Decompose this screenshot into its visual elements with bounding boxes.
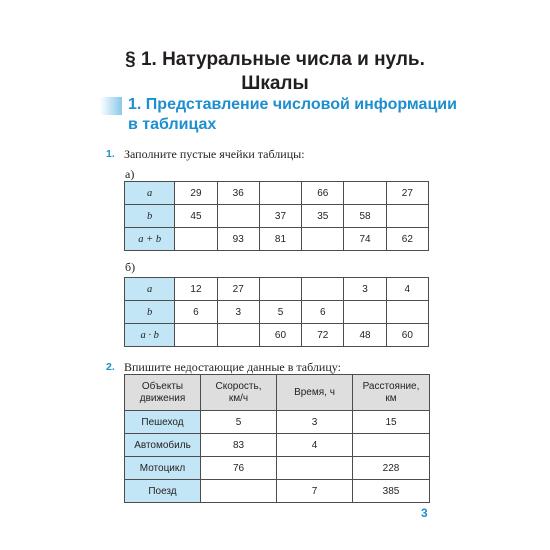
task1-table-b <box>124 277 429 347</box>
motion-object-name: Пешеход <box>125 411 201 434</box>
motion-column-header <box>353 375 430 411</box>
table-a-row <box>125 228 429 251</box>
motion-object-name: Автомобиль <box>125 434 201 457</box>
table-a-empty-cell[interactable] <box>217 205 259 228</box>
chapter-title-line2: Шкалы <box>241 73 309 94</box>
table-b-empty-cell[interactable] <box>344 301 386 324</box>
table-a-value-cell: 62 <box>386 228 428 251</box>
table-b-value-cell: 60 <box>259 324 301 347</box>
table-b-value-cell: 60 <box>386 324 428 347</box>
motion-distance-cell: 385 <box>353 480 430 503</box>
task1-part-b-label: б) <box>125 260 136 274</box>
motion-distance-cell: 15 <box>353 411 430 434</box>
section-title-line1: Представление числовой информации <box>145 96 457 113</box>
motion-table-row <box>125 480 430 503</box>
chapter-title <box>0 48 550 96</box>
table-a-row <box>125 182 429 205</box>
table-b-empty-cell[interactable] <box>302 278 344 301</box>
table-a-empty-cell[interactable] <box>259 182 301 205</box>
motion-empty-cell[interactable] <box>277 457 353 480</box>
page-number: 3 <box>421 506 428 520</box>
table-a-row-header: b <box>125 205 175 228</box>
motion-column-header-line: Расстояние, <box>362 380 420 392</box>
motion-column-header-line: Скорость, <box>215 380 262 392</box>
table-b-value-cell: 6 <box>175 301 217 324</box>
motion-empty-cell[interactable] <box>353 434 430 457</box>
table-a-value-cell: 66 <box>302 182 344 205</box>
table-a-row-header: a + b <box>125 228 175 251</box>
table-a-value-cell: 45 <box>175 205 217 228</box>
table-b-row <box>125 278 429 301</box>
table-a-value-cell: 58 <box>344 205 386 228</box>
table-b-value-cell: 4 <box>386 278 428 301</box>
table-b-empty-cell[interactable] <box>386 301 428 324</box>
table-a-value-cell: 27 <box>386 182 428 205</box>
task1-table-a <box>124 181 429 251</box>
motion-distance-cell: 228 <box>353 457 430 480</box>
motion-table-row <box>125 411 430 434</box>
task1-part-a-label: а) <box>125 167 135 181</box>
table-b-value-cell: 6 <box>302 301 344 324</box>
chapter-title-line1: § 1. Натуральные числа и нуль. <box>125 49 425 70</box>
section-title-line2: в таблицах <box>128 116 217 133</box>
table-b-empty-cell[interactable] <box>217 324 259 347</box>
table-a-value-cell: 36 <box>217 182 259 205</box>
table-b-row <box>125 301 429 324</box>
section-heading <box>128 95 458 135</box>
table-b-empty-cell[interactable] <box>175 324 217 347</box>
table-b-row-header: a <box>125 278 175 301</box>
table-b-value-cell: 27 <box>217 278 259 301</box>
table-b-row-header: a · b <box>125 324 175 347</box>
task1-text: Заполните пустые ячейки таблицы: <box>124 147 305 161</box>
motion-empty-cell[interactable] <box>201 480 277 503</box>
table-a-empty-cell[interactable] <box>175 228 217 251</box>
table-b-value-cell: 12 <box>175 278 217 301</box>
table-b-empty-cell[interactable] <box>259 278 301 301</box>
motion-column-header-line: км/ч <box>228 392 249 404</box>
task2-motion-table <box>124 374 430 503</box>
section-marker-gradient <box>100 97 122 115</box>
table-a-value-cell: 81 <box>259 228 301 251</box>
motion-table-row <box>125 434 430 457</box>
table-b-value-cell: 72 <box>302 324 344 347</box>
motion-speed-cell: 5 <box>201 411 277 434</box>
motion-time-cell: 7 <box>277 480 353 503</box>
motion-column-header-line: движения <box>139 392 186 404</box>
motion-speed-cell: 76 <box>201 457 277 480</box>
table-a-empty-cell[interactable] <box>344 182 386 205</box>
table-a-empty-cell[interactable] <box>302 228 344 251</box>
section-number: 1. <box>128 96 142 113</box>
table-a-value-cell: 35 <box>302 205 344 228</box>
task1-number: 1. <box>106 148 115 160</box>
table-b-value-cell: 3 <box>344 278 386 301</box>
table-b-row-header: b <box>125 301 175 324</box>
task2-text: Впишите недостающие данные в таблицу: <box>124 360 341 374</box>
table-b-row <box>125 324 429 347</box>
table-a-row <box>125 205 429 228</box>
table-a-value-cell: 29 <box>175 182 217 205</box>
motion-table-row <box>125 457 430 480</box>
motion-time-cell: 3 <box>277 411 353 434</box>
table-a-empty-cell[interactable] <box>386 205 428 228</box>
motion-column-header <box>277 375 353 411</box>
motion-column-header-line: Объекты <box>141 380 184 392</box>
table-a-value-cell: 37 <box>259 205 301 228</box>
motion-column-header <box>125 375 201 411</box>
motion-object-name: Мотоцикл <box>125 457 201 480</box>
table-a-value-cell: 93 <box>217 228 259 251</box>
motion-column-header <box>201 375 277 411</box>
motion-column-header-line: Время, ч <box>294 386 335 398</box>
task2-number: 2. <box>106 361 115 373</box>
table-b-value-cell: 3 <box>217 301 259 324</box>
motion-column-header-line: км <box>385 392 397 404</box>
table-a-row-header: a <box>125 182 175 205</box>
motion-speed-cell: 83 <box>201 434 277 457</box>
table-b-value-cell: 48 <box>344 324 386 347</box>
table-a-value-cell: 74 <box>344 228 386 251</box>
motion-object-name: Поезд <box>125 480 201 503</box>
table-b-value-cell: 5 <box>259 301 301 324</box>
motion-time-cell: 4 <box>277 434 353 457</box>
